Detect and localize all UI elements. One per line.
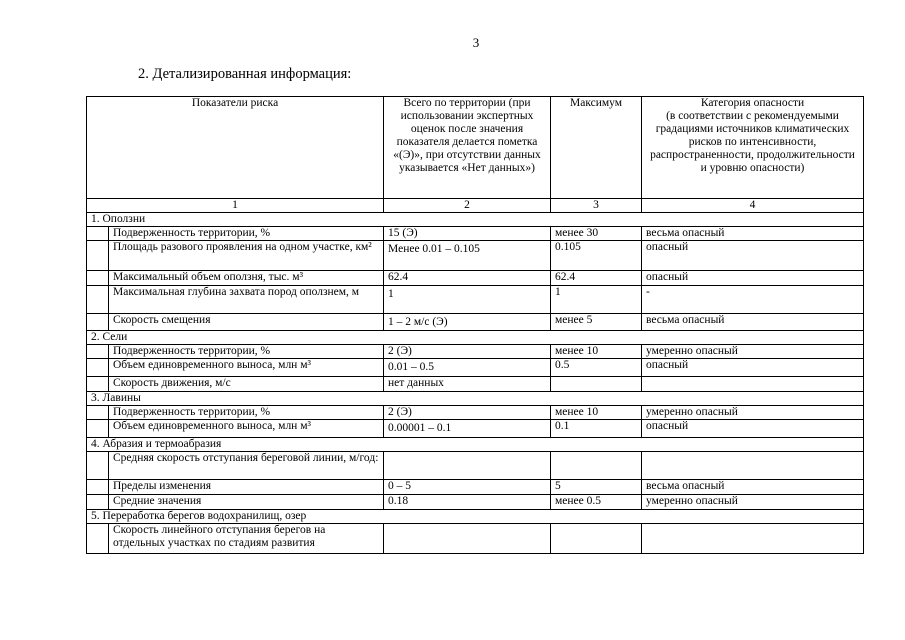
column-number: 4 [642, 199, 864, 213]
parameter-cell: Скорость движения, м/с [109, 377, 384, 392]
total-cell: 1 – 2 м/с (Э) [384, 314, 551, 331]
indent-cell [87, 241, 109, 271]
indent-cell [87, 406, 109, 420]
table-row [87, 286, 864, 314]
indent-cell [87, 377, 109, 392]
total-cell: 0.01 – 0.5 [384, 359, 551, 377]
column-number: 3 [551, 199, 642, 213]
parameter-cell: Объем единовременного выноса, млн м³ [109, 359, 384, 377]
parameter-cell: Максимальный объем оползня, тыс. м³ [109, 271, 384, 286]
category-cell: - [642, 286, 864, 314]
total-cell: 2 (Э) [384, 345, 551, 359]
maximum-cell: 62.4 [551, 271, 642, 286]
group-title: 3. Лавины [87, 392, 864, 406]
section-title: 2. Детализированная информация: [138, 66, 352, 82]
maximum-cell [551, 524, 642, 554]
maximum-cell: 0.1 [551, 420, 642, 438]
maximum-cell [551, 452, 642, 480]
total-cell: 0.18 [384, 495, 551, 510]
header-maximum: Максимум [551, 97, 642, 199]
category-cell: весьма опасный [642, 227, 864, 241]
group-row [87, 510, 864, 524]
maximum-cell: менее 30 [551, 227, 642, 241]
table-row [87, 345, 864, 359]
indent-cell [87, 286, 109, 314]
parameter-cell: Подверженность территории, % [109, 227, 384, 241]
maximum-cell: 1 [551, 286, 642, 314]
table-row [87, 227, 864, 241]
maximum-cell: менее 0.5 [551, 495, 642, 510]
indent-cell [87, 452, 109, 480]
table-row [87, 452, 864, 480]
column-numbers-row [87, 199, 864, 213]
risk-table [86, 96, 864, 554]
group-title: 5. Переработка берегов водохранилищ, озер [87, 510, 864, 524]
total-cell [384, 452, 551, 480]
table-row [87, 420, 864, 438]
table-row [87, 524, 864, 554]
category-cell: опасный [642, 359, 864, 377]
maximum-cell: менее 10 [551, 345, 642, 359]
group-title: 2. Сели [87, 331, 864, 345]
group-title: 1. Оползни [87, 213, 864, 227]
table-row [87, 314, 864, 331]
table-row [87, 406, 864, 420]
maximum-cell: 5 [551, 480, 642, 495]
group-row [87, 213, 864, 227]
page-number: 3 [472, 35, 480, 50]
indent-cell [87, 359, 109, 377]
header-risk-indicators: Показатели риска [87, 97, 384, 199]
table-row [87, 241, 864, 271]
parameter-cell: Подверженность территории, % [109, 345, 384, 359]
category-cell: опасный [642, 420, 864, 438]
header-total: Всего по территории (при использовании экспертных оценок после значения показателя делается пометка «(Э)», при отсутствии данных указывается «Нет данных») [384, 97, 551, 199]
group-row [87, 392, 864, 406]
parameter-cell: Подверженность территории, % [109, 406, 384, 420]
maximum-cell: 0.5 [551, 359, 642, 377]
total-cell: 0 – 5 [384, 480, 551, 495]
indent-cell [87, 495, 109, 510]
category-cell: весьма опасный [642, 480, 864, 495]
total-cell: 62.4 [384, 271, 551, 286]
indent-cell [87, 480, 109, 495]
indent-cell [87, 227, 109, 241]
table-header-row [87, 97, 864, 199]
total-cell: нет данных [384, 377, 551, 392]
table-row [87, 377, 864, 392]
indent-cell [87, 314, 109, 331]
parameter-cell: Средние значения [109, 495, 384, 510]
table-row [87, 359, 864, 377]
category-cell: умеренно опасный [642, 495, 864, 510]
indent-cell [87, 271, 109, 286]
category-cell [642, 452, 864, 480]
category-cell [642, 524, 864, 554]
column-number: 2 [384, 199, 551, 213]
column-number: 1 [87, 199, 384, 213]
header-hazard-category: Категория опасности (в соответствии с рекомендуемыми градациями источников климатических рисков по интенсивности, распространенности, продолжительности и уровню опасности) [642, 97, 864, 199]
category-cell: умеренно опасный [642, 406, 864, 420]
total-cell: 1 [384, 286, 551, 314]
group-row [87, 331, 864, 345]
parameter-cell: Скорость линейного отступания берегов на отдельных участках по стадиям развития [109, 524, 384, 554]
total-cell: 15 (Э) [384, 227, 551, 241]
indent-cell [87, 420, 109, 438]
parameter-cell: Объем единовременного выноса, млн м³ [109, 420, 384, 438]
indent-cell [87, 345, 109, 359]
total-cell [384, 524, 551, 554]
table-row [87, 271, 864, 286]
maximum-cell: 0.105 [551, 241, 642, 271]
total-cell: 2 (Э) [384, 406, 551, 420]
category-cell [642, 377, 864, 392]
parameter-cell: Средняя скорость отступания береговой линии, м/год: [109, 452, 384, 480]
group-row [87, 438, 864, 452]
table-row [87, 495, 864, 510]
total-cell: Менее 0.01 – 0.105 [384, 241, 551, 271]
category-cell: весьма опасный [642, 314, 864, 331]
maximum-cell: менее 5 [551, 314, 642, 331]
parameter-cell: Максимальная глубина захвата пород оползнем, м [109, 286, 384, 314]
maximum-cell [551, 377, 642, 392]
group-title: 4. Абразия и термоабразия [87, 438, 864, 452]
parameter-cell: Площадь разового проявления на одном участке, км² [109, 241, 384, 271]
table-body [87, 213, 864, 554]
category-cell: опасный [642, 241, 864, 271]
parameter-cell: Пределы изменения [109, 480, 384, 495]
parameter-cell: Скорость смещения [109, 314, 384, 331]
indent-cell [87, 524, 109, 554]
maximum-cell: менее 10 [551, 406, 642, 420]
category-cell: умеренно опасный [642, 345, 864, 359]
category-cell: опасный [642, 271, 864, 286]
table-row [87, 480, 864, 495]
total-cell: 0.00001 – 0.1 [384, 420, 551, 438]
